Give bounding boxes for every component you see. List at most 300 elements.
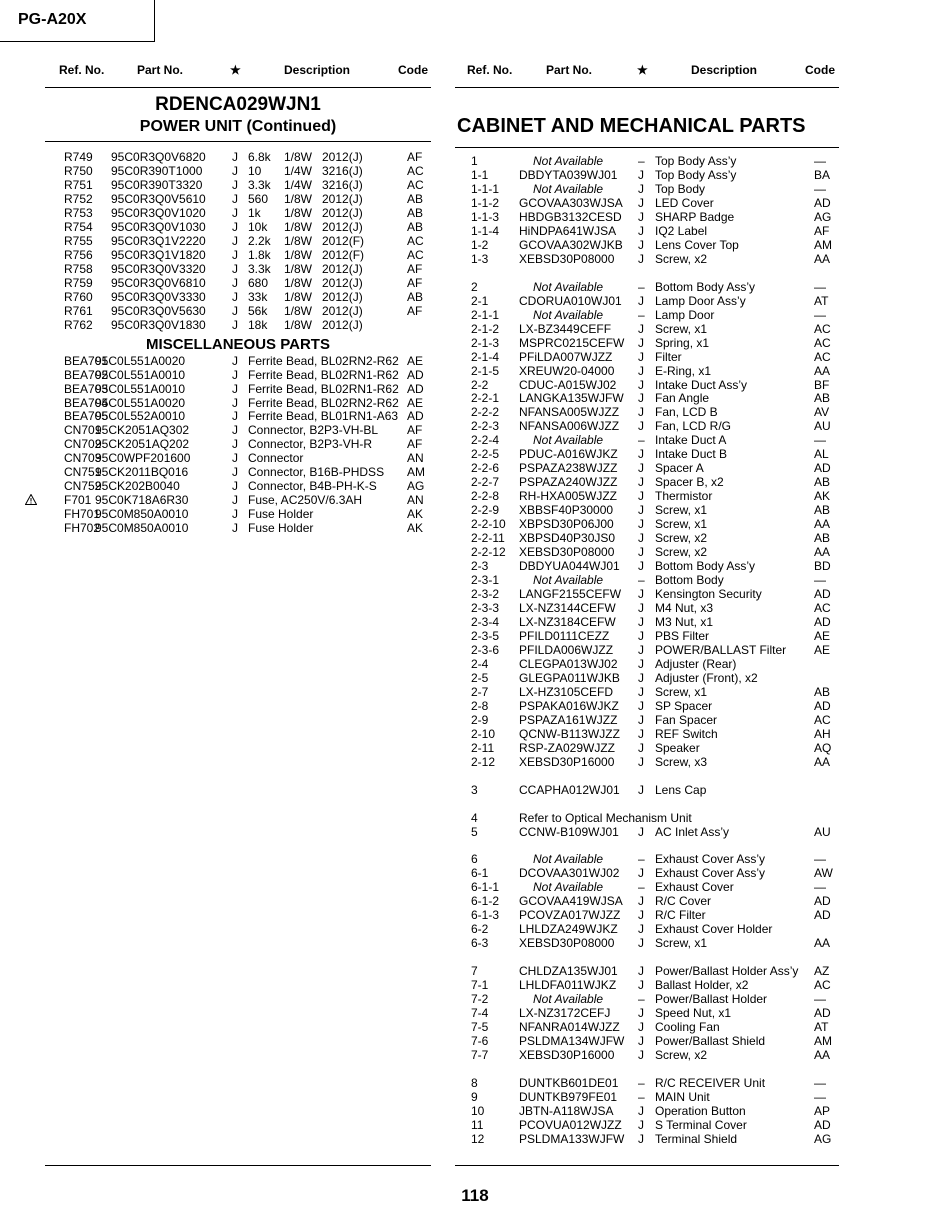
part-number: 95C0R3Q0V1020 [111,205,206,220]
description: Lamp Door Ass’y [655,293,746,308]
price-code: AB [814,684,831,699]
mark: J [232,507,238,522]
mark: J [232,367,238,382]
price-code: AC [407,247,424,262]
ref-number: R758 [64,261,93,276]
part-row [45,178,431,192]
tolerance: 3216(J) [322,163,363,178]
part-number: DBDYTA039WJ01 [519,167,618,182]
part-row [455,210,839,224]
ref-number: 2-2-12 [471,545,506,560]
ref-number: 9 [471,1089,478,1104]
part-number: PSLDMA133WJFW [519,1131,625,1146]
ref-number: R756 [64,247,93,262]
description: Ferrite Bead, BL02RN1-R62 [248,381,399,396]
tolerance: 2012(J) [322,275,363,290]
price-code: — [814,433,826,448]
mark: J [232,150,238,164]
part-number: 95C0M850A0010 [95,507,189,522]
description: Power/Ballast Shield [655,1034,766,1049]
ref-number: CN701 [64,423,102,438]
ref-number: R755 [64,233,93,248]
part-number: JBTN-A118WJSA [519,1103,614,1118]
mark: – [638,1089,645,1104]
part-row [455,1132,839,1146]
mark: J [232,177,238,192]
part-row [455,224,839,238]
description: M3 Nut, x1 [655,614,714,629]
description: Bottom Body Ass’y [655,559,756,574]
ref-number: R751 [64,177,93,192]
model-tab [0,0,155,42]
part-number: 95C0R3Q0V1830 [111,317,206,332]
group-spacer [455,769,839,783]
part-row [455,1034,839,1048]
part-row [455,1118,839,1132]
wattage: 1/8W [284,233,313,248]
price-code: AU [814,824,831,839]
description: SP Spacer [655,698,713,713]
right-column [455,60,839,1146]
ref-number: 6-1 [471,866,489,881]
part-row [455,350,839,364]
mark: J [232,409,238,424]
mark: J [638,978,644,993]
mark: J [638,936,644,951]
part-number: LX-NZ3172CEFJ [519,1006,611,1021]
mark: J [232,521,238,536]
price-code: AG [407,479,425,494]
header-code: Code [805,63,835,77]
ref-number: R762 [64,317,93,332]
price-code: AA [814,517,831,532]
description: Filter [655,349,682,364]
ref-number: 7-4 [471,1006,489,1021]
description: AC Inlet Ass’y [655,824,730,839]
price-code: AA [814,545,831,560]
part-row [45,507,431,521]
mark: J [638,1034,644,1049]
wattage: 1/4W [284,163,313,178]
value: 2.2k [248,233,271,248]
mark: J [638,922,644,937]
tolerance: 2012(F) [322,247,365,262]
part-number: RH-HXA005WJZZ [519,489,618,504]
mark: J [638,391,644,406]
part-number: 95C0L552A0010 [95,409,186,424]
part-row [455,1076,839,1090]
part-number: 95CK2051AQ302 [95,423,190,438]
ref-number: BEA704 [64,395,109,410]
price-code: AD [814,614,831,629]
description: Ferrite Bead, BL01RN1-A63 [248,409,399,424]
part-row [45,382,431,396]
part-number: LX-NZ3184CEFW [519,614,616,629]
part-row [45,493,431,507]
part-row [455,741,839,755]
part-number: 95C0R3Q1V2220 [111,233,206,248]
part-row [45,290,431,304]
ref-number: R759 [64,275,93,290]
mark: – [638,1075,645,1090]
wattage: 1/8W [284,317,313,332]
ref-number: 5 [471,824,478,839]
part-row [455,992,839,1006]
description: M4 Nut, x3 [655,601,714,615]
mark: J [638,1020,644,1035]
mark: – [638,307,645,322]
value: 560 [248,191,269,206]
unit-code-title: RDENCA029WJN1 [155,94,321,115]
tolerance: 2012(J) [322,317,363,332]
ref-number: 2-3-5 [471,628,500,643]
part-row [455,685,839,699]
page-number: 118 [461,1186,489,1205]
price-code: AC [407,177,424,192]
part-number: 95C0R3Q0V3320 [111,261,206,276]
price-code: AP [814,1103,831,1118]
price-code: AB [814,391,831,406]
value: 1k [248,205,261,220]
wattage: 1/4W [284,177,313,192]
part-row [455,811,839,825]
header-code: Code [398,63,428,77]
part-row [455,978,839,992]
part-number: LANGF2155CEFW [519,587,622,602]
ref-number: 2-5 [471,670,489,685]
ref-number: 2-3-6 [471,642,500,657]
tolerance: 2012(J) [322,205,363,220]
description: Ferrite Bead, BL02RN1-R62 [248,367,399,382]
part-row [455,727,839,741]
price-code: AD [814,894,831,909]
ref-number: 11 [471,1117,484,1132]
price-code: AD [407,367,424,382]
mark: – [638,852,645,867]
part-number: NFANSA006WJZZ [519,419,620,434]
ref-number: F701 [64,493,92,508]
ref-number: 2-2-3 [471,419,500,434]
ref-number: 3 [471,782,478,797]
ref-number: 2-3-3 [471,601,500,615]
footer-rule-right [455,1165,839,1166]
part-row [455,713,839,727]
price-code: AB [407,219,424,234]
price-code: AD [814,587,831,602]
ref-number: 2-7 [471,684,489,699]
header-star: ★ [230,63,241,77]
price-code: AV [814,405,830,420]
wattage: 1/8W [284,247,313,262]
ref-number: CN703 [64,451,102,466]
ref-number: 2-1-3 [471,335,500,350]
price-code: AD [814,1117,831,1132]
price-code: AE [814,642,831,657]
part-row [455,405,839,419]
price-code: AA [814,936,831,951]
mark: – [638,880,645,895]
part-row [455,880,839,894]
price-code: BD [814,559,831,574]
header-part: Part No. [137,63,184,77]
part-row [455,168,839,182]
part-row [455,755,839,769]
ref-number: 12 [471,1131,485,1146]
price-code: AA [814,1048,831,1062]
part-row [455,1048,839,1062]
price-code: AC [814,335,831,350]
description: SHARP Badge [655,209,735,224]
mark: J [638,531,644,546]
part-row [455,336,839,350]
ref-number: 1-3 [471,251,489,266]
part-number: 95C0R3Q0V1030 [111,219,206,234]
mark: J [638,405,644,420]
section-title: CABINET AND MECHANICAL PARTS [457,115,806,137]
part-number: PSLDMA134WJFW [519,1034,625,1049]
part-number: LX-NZ3144CEFW [519,601,616,615]
ref-number: R754 [64,219,93,234]
unit-name-title: POWER UNIT (Continued) [139,118,337,135]
ref-number: 2-3-1 [471,573,500,588]
price-code: AK [814,489,831,504]
part-row [45,220,431,234]
mark: J [232,219,238,234]
part-number: Not Available [533,154,604,168]
description: Connector, B2P3-VH-R [248,437,373,452]
description: PBS Filter [655,628,710,643]
mark: J [638,349,644,364]
mark: J [638,517,644,532]
left-parts-list [45,150,431,535]
description: Lamp Door [655,307,715,322]
price-code: AD [407,381,424,396]
part-row [455,1104,839,1118]
description: Screw, x2 [655,251,708,266]
description: Connector [248,451,304,466]
tolerance: 2012(F) [322,233,365,248]
part-row [455,378,839,392]
part-number: XBPSD40P30JS0 [519,531,616,546]
part-row [455,699,839,713]
mark: J [232,317,238,332]
price-code: AD [814,698,831,713]
description: Spring, x1 [655,335,710,350]
mark: J [638,601,644,615]
value: 10k [248,219,268,234]
description: Lens Cap [655,782,707,797]
part-number: RSP-ZA029WJZZ [519,740,616,755]
description: Fan, LCD B [655,405,718,420]
mark: J [638,489,644,504]
part-row [45,521,431,535]
ref-number: 2-2-11 [471,531,505,546]
ref-number: 2-10 [471,726,496,741]
ref-number: 2-8 [471,698,489,713]
part-number: XBBSF40P30000 [519,503,614,518]
description: Intake Duct Ass’y [655,377,748,392]
part-row [45,248,431,262]
column-header [455,60,839,80]
tolerance: 2012(J) [322,191,363,206]
description: Screw, x1 [655,684,708,699]
price-code: AQ [814,740,832,755]
description: MAIN Unit [655,1089,710,1104]
part-number: 95C0R390T1000 [111,163,203,178]
ref-number: CN751 [64,465,102,480]
group-spacer [455,797,839,811]
mark: J [232,465,238,480]
header-ref: Ref. No. [59,63,105,77]
ref-number: 2-1-1 [471,307,500,322]
part-number: Not Available [533,279,604,294]
ref-number: 2-2-1 [471,391,500,406]
part-row [455,280,839,294]
mark: J [638,559,644,574]
part-row [455,545,839,559]
wattage: 1/8W [284,289,313,304]
description: Screw, x1 [655,517,708,532]
price-code: — [814,852,826,867]
right-parts-list [455,154,839,1146]
value: 6.8k [248,150,271,164]
part-row [455,308,839,322]
part-row [455,531,839,545]
description: Connector, B2P3-VH-BL [248,423,379,438]
part-row [455,964,839,978]
ref-number: 2-1-5 [471,363,500,378]
description: Screw, x1 [655,503,708,518]
description: Operation Button [655,1103,746,1118]
mark: – [638,992,645,1007]
part-number: LANGKA135WJFW [519,391,624,406]
part-row [455,559,839,573]
part-number: XREUW20-04000 [519,363,615,378]
part-row [455,419,839,433]
part-row [45,465,431,479]
mark: J [232,381,238,396]
description: E-Ring, x1 [655,363,712,378]
part-number: PCOVZA017WJZZ [519,908,621,923]
description: Screw, x1 [655,321,708,336]
part-number: PFILD0111CEZZ [519,628,610,643]
part-number: XEBSD30P16000 [519,754,615,769]
description: R/C Cover [655,894,712,909]
wattage: 1/8W [284,219,313,234]
ref-number: R750 [64,163,93,178]
price-code: AW [814,866,833,881]
header-star: ★ [637,63,648,77]
ref-number: 7 [471,964,478,979]
part-number: DBDYUA044WJ01 [519,559,620,574]
part-number: PDUC-A016WJKZ [519,447,618,462]
price-code: — [814,181,826,196]
group-spacer [455,1062,839,1076]
misc-section-title: MISCELLANEOUS PARTS [146,335,330,353]
price-code: AD [814,908,831,923]
description: Thermistor [655,489,713,504]
description: IQ2 Label [655,223,708,238]
description: Exhaust Cover Ass’y [655,852,766,867]
ref-number: CN702 [64,437,102,452]
part-number: 95CK2051AQ202 [95,437,190,452]
price-code: AT [814,293,829,308]
part-row [455,154,839,168]
part-row [45,192,431,206]
column-header [45,60,431,80]
ref-number: R760 [64,289,93,304]
description: Speaker [655,740,700,755]
part-number: 95C0R3Q0V5610 [111,191,206,206]
mark: J [638,1131,644,1146]
value: 10 [248,163,262,178]
ref-number: BEA702 [64,367,109,382]
part-number: DUNTKB601DE01 [519,1075,619,1090]
description: Ferrite Bead, BL02RN2-R62 [248,395,399,410]
ref-number: 6-2 [471,922,489,937]
description: Power/Ballast Holder [655,992,768,1007]
part-row [45,164,431,178]
description: Connector, B4B-PH-K-S [248,479,377,494]
price-code: AM [814,237,832,252]
part-number: 95C0R3Q0V5630 [111,303,206,318]
mark: J [638,419,644,434]
ref-number: BEA701 [64,353,109,368]
part-row [45,206,431,220]
mark: J [638,335,644,350]
part-row [455,615,839,629]
price-code: AN [407,451,424,466]
price-code: AF [407,437,423,452]
part-number: HiNDPA641WJSA [519,223,617,238]
ref-number: 2-2-2 [471,405,500,420]
price-code: — [814,1089,826,1104]
mark: – [638,573,645,588]
price-code: AA [814,754,831,769]
part-number: DUNTKB979FE01 [519,1089,618,1104]
mark: J [638,964,644,979]
mark: – [638,154,645,168]
header-part: Part No. [546,63,593,77]
ref-number: FH702 [64,521,101,536]
part-number: 95C0M850A0010 [95,521,189,536]
mark: J [638,503,644,518]
description: Fuse Holder [248,507,314,522]
mark: J [232,261,238,276]
part-row [455,601,839,615]
wattage: 1/8W [284,150,313,164]
part-number: Not Available [533,433,604,448]
mark: J [638,237,644,252]
part-row [45,304,431,318]
part-row [455,783,839,797]
ref-number: BEA705 [64,409,109,424]
part-row [45,409,431,423]
wattage: 1/8W [284,275,313,290]
part-row [455,573,839,587]
part-number: XEBSD30P16000 [519,1048,615,1062]
description: Kensington Security [655,587,762,602]
mark: J [638,1117,644,1132]
mark: J [638,321,644,336]
part-row [455,503,839,517]
part-row [455,866,839,880]
part-row [45,396,431,410]
tolerance: 2012(J) [322,261,363,276]
ref-number: 7-7 [471,1048,489,1062]
left-column [45,60,431,535]
group-spacer [455,266,839,280]
